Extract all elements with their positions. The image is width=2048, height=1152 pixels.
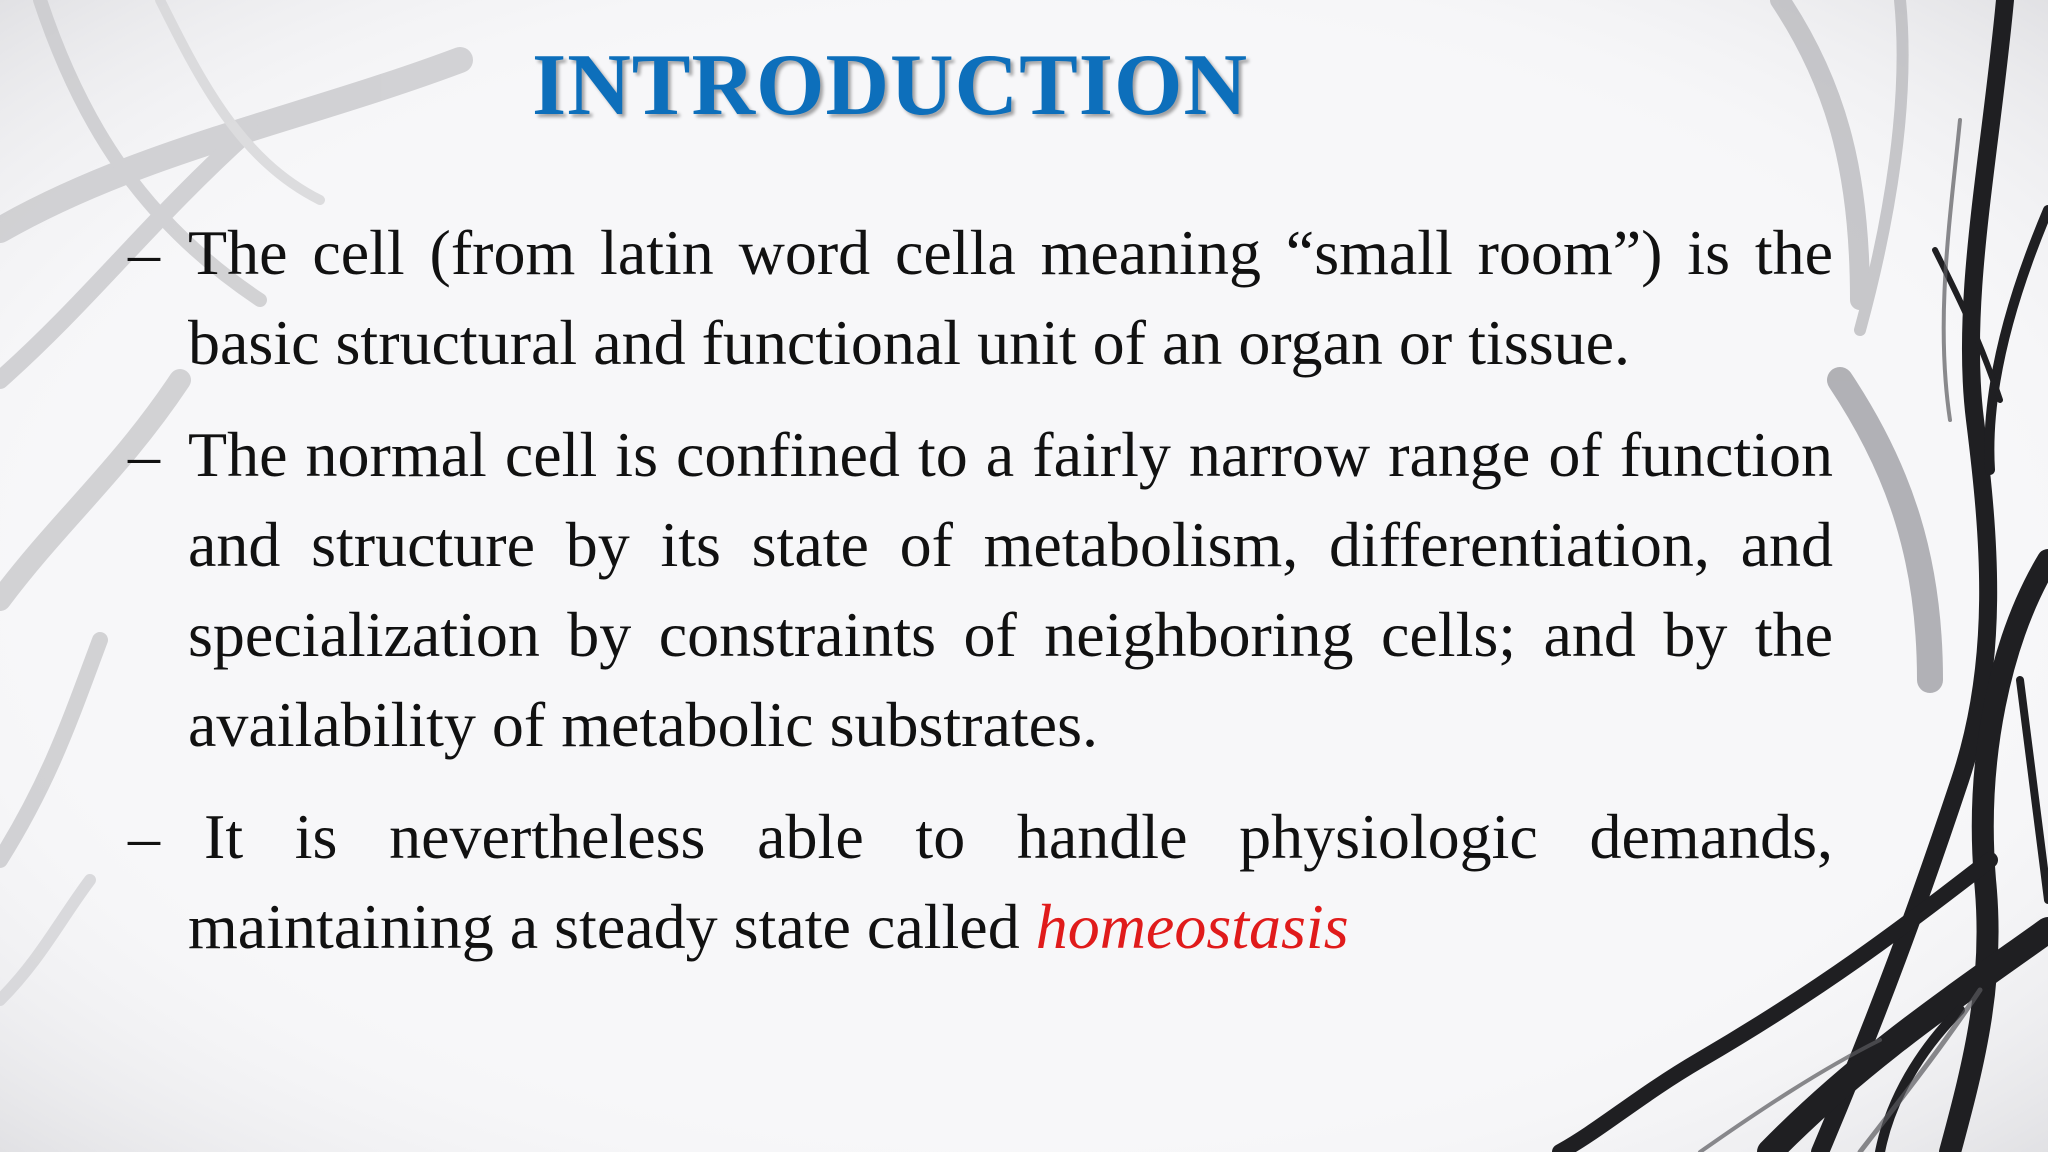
highlighted-term: homeostasis xyxy=(1035,891,1349,962)
dash-bullet-marker: – xyxy=(128,801,160,872)
bullet-text: The normal cell is confined to a fairly narrow range of function and structure by its state of metabolism, differentiation, and specialization by constraints of neighboring cells; and by the availability of metabolic substrates. xyxy=(188,419,1833,760)
dash-bullet-marker: – xyxy=(128,217,160,288)
bullet-item xyxy=(128,208,1833,388)
dash-bullet-marker: – xyxy=(128,419,160,490)
bullet-item xyxy=(128,410,1833,770)
slide-title: INTRODUCTION xyxy=(531,37,1249,134)
bullet-item xyxy=(128,792,1833,972)
bullet-list xyxy=(128,208,1833,972)
bullet-text: The cell (from latin word cella meaning “small room”) is the basic structural and functional unit of an organ or tissue. xyxy=(188,217,1833,378)
bullet-text: It is nevertheless able to handle physiologic demands, maintaining a steady state called xyxy=(188,801,1833,962)
